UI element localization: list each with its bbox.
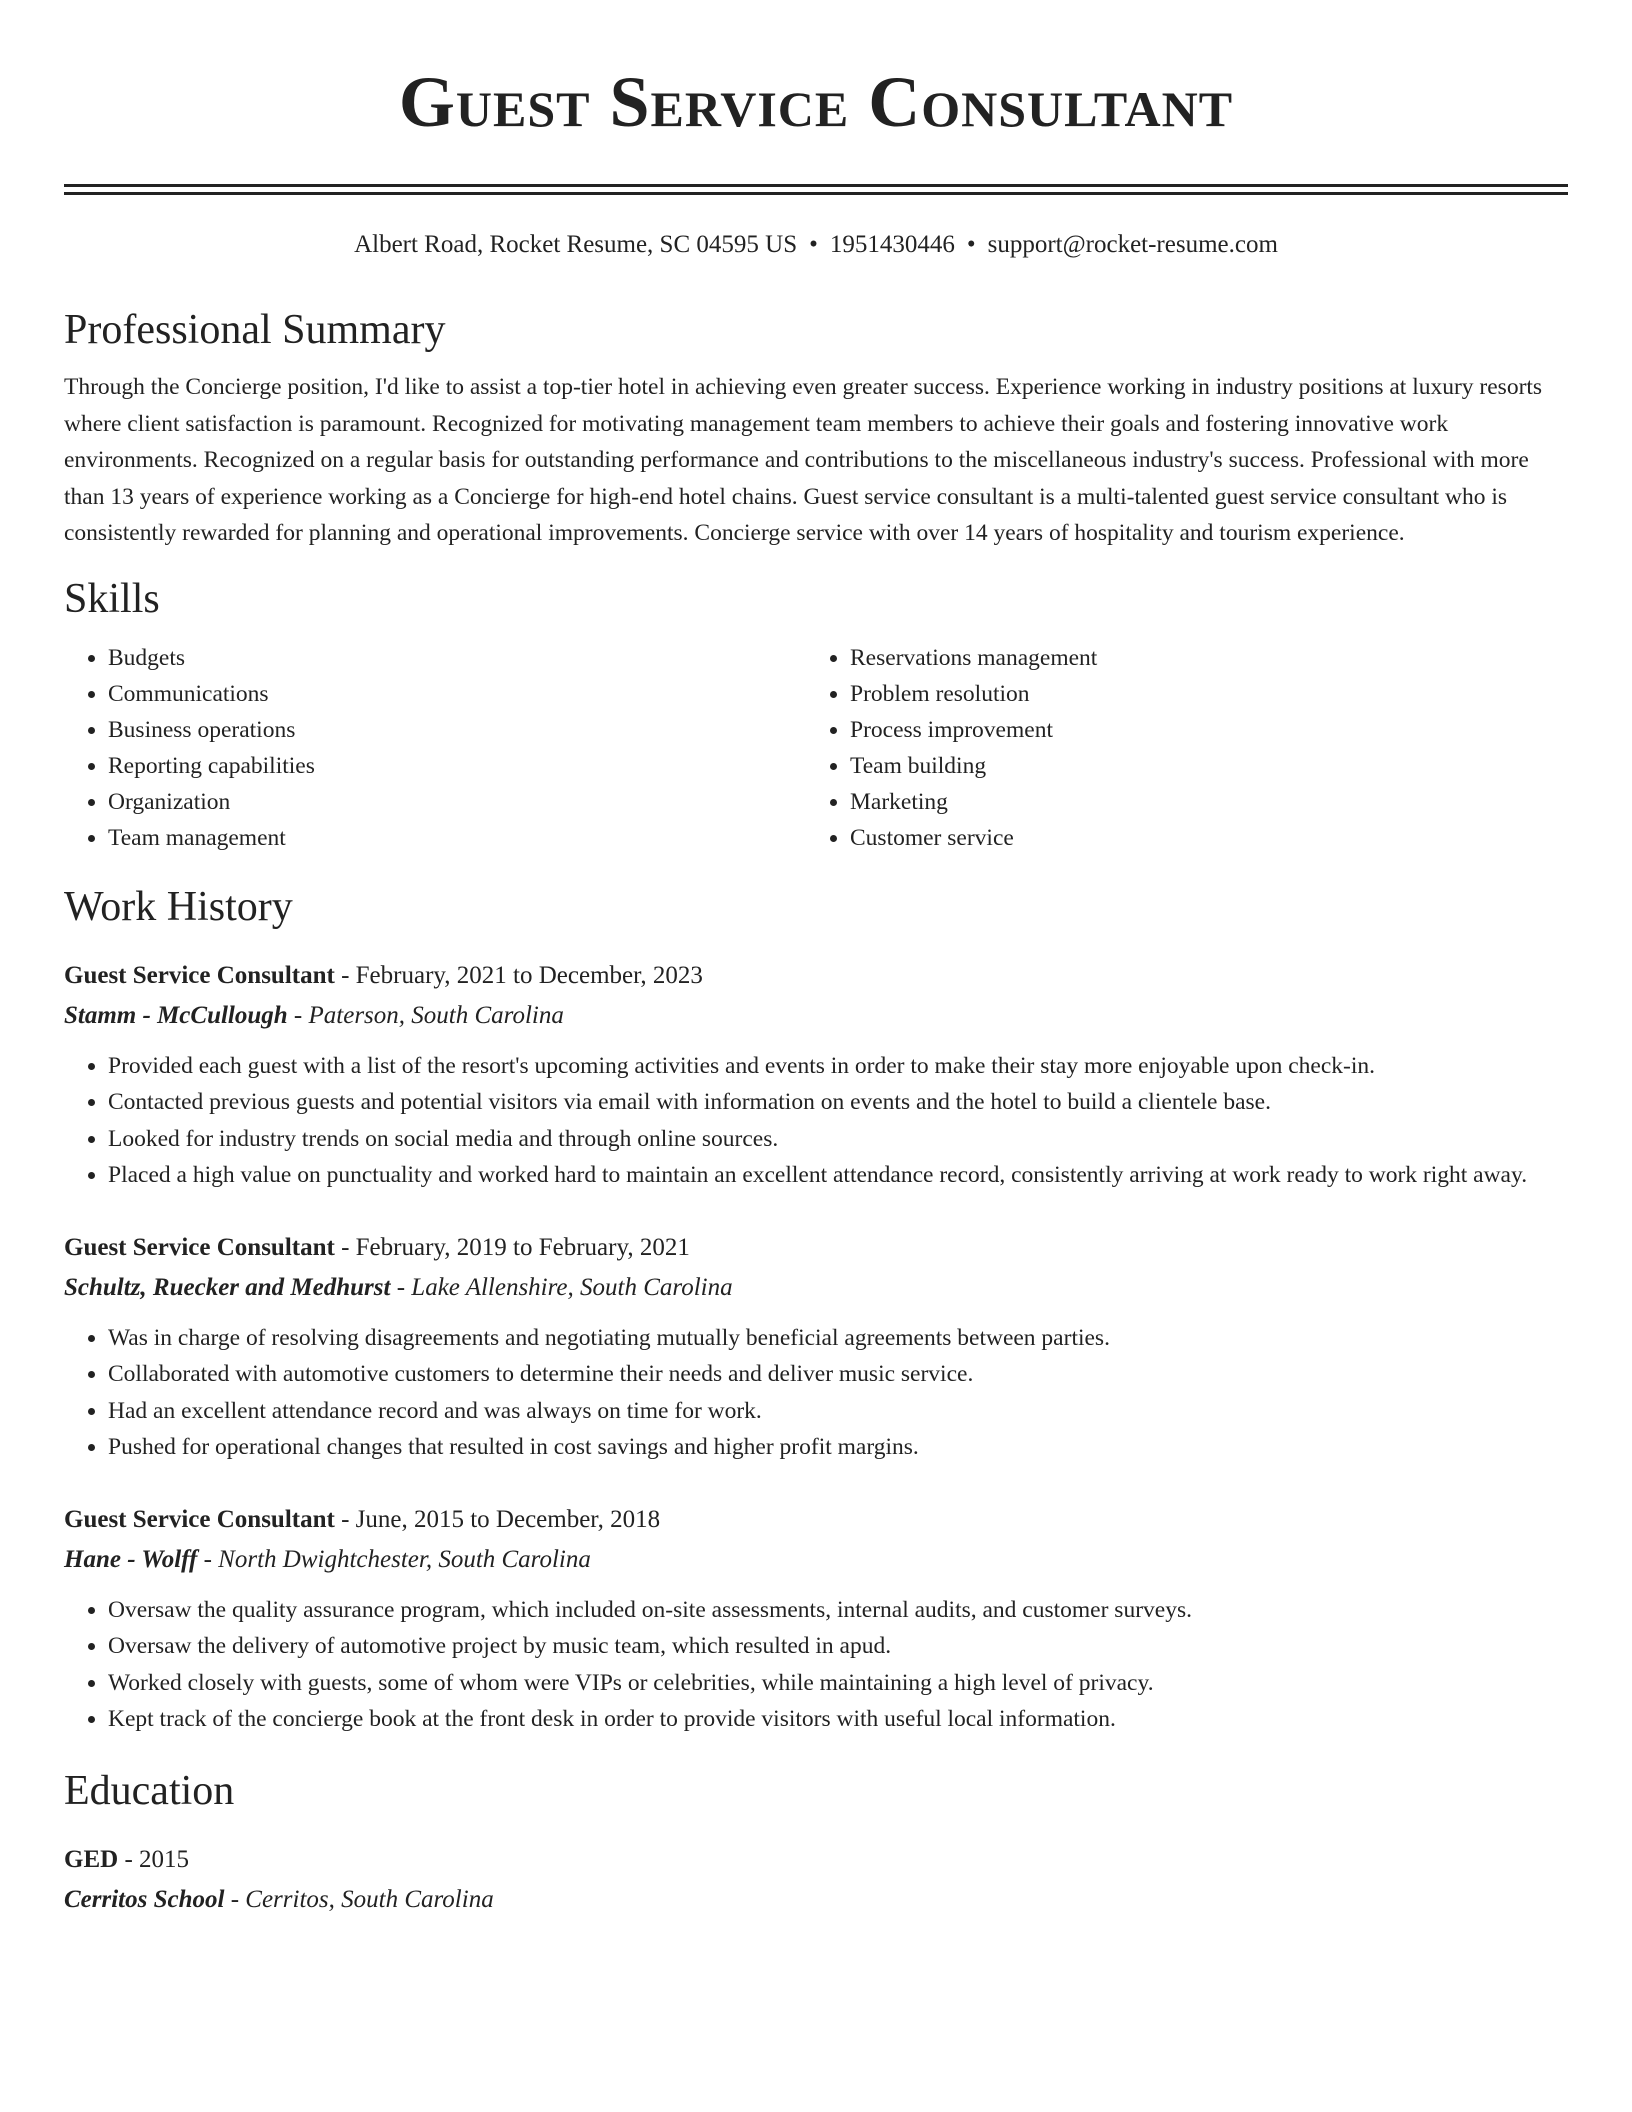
job-dash: -: [287, 1001, 309, 1029]
contact-line: [64, 229, 1568, 261]
skill-item: • Reporting capabilities: [108, 748, 806, 784]
job-title-line: [64, 1500, 1568, 1540]
job-bullet: • Worked closely with guests, some of whom were VIPs or celebrities, while maintaining a high level of privacy.: [108, 1665, 1568, 1702]
education-entry: [64, 1840, 1568, 1920]
education-dash: -: [118, 1845, 140, 1873]
skill-item: • Budgets: [108, 640, 806, 676]
job-bullet: • Placed a high value on punctuality and worked hard to maintain an excellent attendance record, consistently arriving at work ready to work right away.: [108, 1157, 1568, 1194]
education-school-line: [64, 1880, 1568, 1920]
job-title: Guest Service Consultant: [64, 1233, 335, 1261]
education-heading: Education: [64, 1767, 235, 1814]
job-dates: February, 2019 to February, 2021: [355, 1233, 690, 1261]
education-degree: GED: [64, 1845, 119, 1873]
job-bullet: • Contacted previous guests and potential visitors via email with information on events and the hotel to build a clientele base.: [108, 1084, 1568, 1121]
job-title-line: [64, 956, 1568, 996]
header-rule-top: [64, 184, 1568, 187]
job-bullet: • Collaborated with automotive customers to determine their needs and deliver music service.: [108, 1356, 1568, 1393]
job-bullet: • Oversaw the quality assurance program, which included on-site assessments, internal audits, and customer surveys.: [108, 1592, 1568, 1629]
job-company-line: [64, 996, 1568, 1036]
job-title: Guest Service Consultant: [64, 1505, 335, 1533]
contact-email: support@rocket-resume.com: [987, 231, 1278, 258]
skills-list: [64, 640, 1568, 856]
job-bullet: • Provided each guest with a list of the resort's upcoming activities and events in order to make their stay more enjoyable upon check-in.: [108, 1048, 1568, 1085]
skill-item: • Customer service: [850, 820, 1548, 856]
job-bullet: • Oversaw the delivery of automotive project by music team, which resulted in apud.: [108, 1628, 1568, 1665]
skills-column-left: [64, 640, 806, 856]
contact-separator: •: [966, 231, 976, 258]
job-title-line: [64, 1228, 1568, 1268]
job-bullets: [64, 1048, 1568, 1194]
job-company: Stamm - McCullough: [64, 1001, 288, 1029]
job-bullet: • Had an excellent attendance record and was always on time for work.: [108, 1393, 1568, 1430]
job-dates: June, 2015 to December, 2018: [355, 1505, 661, 1533]
job-bullets: [64, 1592, 1568, 1738]
skill-item: • Process improvement: [850, 712, 1548, 748]
skill-item: • Reservations management: [850, 640, 1548, 676]
job-company: Schultz, Ruecker and Medhurst: [64, 1273, 391, 1301]
job-dash: -: [334, 961, 356, 989]
job-dash: -: [334, 1505, 356, 1533]
job-title: Guest Service Consultant: [64, 961, 335, 989]
job-bullet: • Pushed for operational changes that resulted in cost savings and higher profit margins.: [108, 1429, 1568, 1466]
skills-heading: Skills: [64, 575, 160, 622]
job-entry: [64, 956, 1568, 1194]
skill-item: • Communications: [108, 676, 806, 712]
skills-column-right: [806, 640, 1548, 856]
resume-name: Guest Service Consultant: [398, 62, 1234, 142]
job-dash: -: [390, 1273, 412, 1301]
education-year: 2015: [139, 1845, 190, 1873]
job-entry: [64, 1500, 1568, 1738]
education-dash: -: [224, 1885, 246, 1913]
job-bullet: • Looked for industry trends on social media and through online sources.: [108, 1121, 1568, 1158]
education-location: Cerritos, South Carolina: [245, 1885, 494, 1913]
job-location: North Dwightchester, South Carolina: [218, 1545, 591, 1573]
education-school: Cerritos School: [64, 1885, 225, 1913]
work-history-heading: Work History: [64, 883, 293, 930]
header-rule-bottom: [64, 192, 1568, 195]
summary-text: Through the Concierge position, I'd like to assist a top-tier hotel in achieving even greater success. Experience working in industry positions at luxury resorts where client satisfaction is paramount. Recognized for motivating management team members to achieve their goals and fostering innovative work environments. Recognized on a regular basis for outstanding performance and contributions to the miscellaneous industry's success. Professional with more than 13 years of experience working as a Concierge for high-end hotel chains. Guest service consultant is a multi-talented guest service consultant who is consistently rewarded for planning and operational improvements. Concierge service with over 14 years of hospitality and tourism experience.: [64, 374, 1543, 546]
skill-item: • Problem resolution: [850, 676, 1548, 712]
job-company-line: [64, 1268, 1568, 1308]
job-company-line: [64, 1540, 1568, 1580]
skill-item: • Marketing: [850, 784, 1548, 820]
job-entry: [64, 1228, 1568, 1466]
skill-item: • Business operations: [108, 712, 806, 748]
job-dash: -: [334, 1233, 356, 1261]
skill-item: • Team management: [108, 820, 806, 856]
job-dates: February, 2021 to December, 2023: [355, 961, 703, 989]
skill-item: • Team building: [850, 748, 1548, 784]
education-degree-line: [64, 1840, 1568, 1880]
job-bullets: [64, 1320, 1568, 1466]
contact-address: Albert Road, Rocket Resume, SC 04595 US: [354, 231, 798, 258]
job-dash: -: [197, 1545, 219, 1573]
skill-item: • Organization: [108, 784, 806, 820]
job-location: Paterson, South Carolina: [308, 1001, 564, 1029]
summary-heading: Professional Summary: [64, 307, 446, 353]
job-bullet: • Was in charge of resolving disagreements and negotiating mutually beneficial agreements between parties.: [108, 1320, 1568, 1357]
contact-separator: •: [809, 231, 818, 258]
job-bullet: • Kept track of the concierge book at the front desk in order to provide visitors with useful local information.: [108, 1701, 1568, 1738]
contact-phone: 1951430446: [829, 231, 955, 258]
job-location: Lake Allenshire, South Carolina: [411, 1273, 733, 1301]
job-company: Hane - Wolff: [64, 1545, 198, 1573]
